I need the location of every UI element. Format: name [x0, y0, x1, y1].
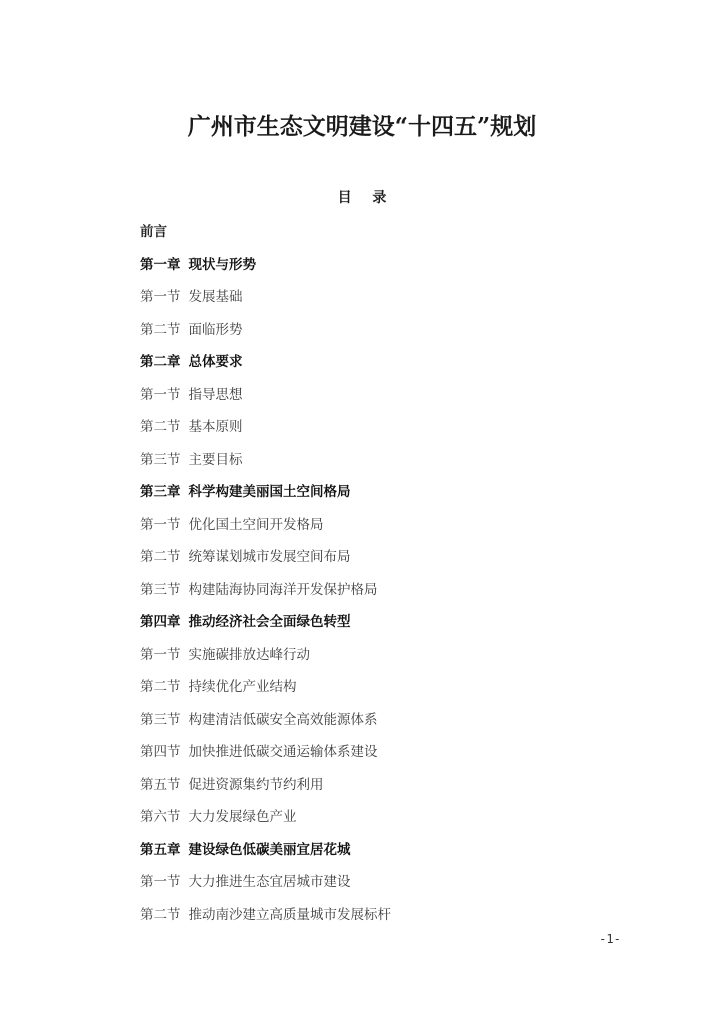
- toc-entry-text: 实施碳排放达峰行动: [188, 646, 310, 663]
- toc-entry-chapter: [140, 249, 620, 282]
- toc-entry-text: 总体要求: [188, 354, 243, 370]
- toc-heading: 目 录: [337, 190, 395, 206]
- toc-entry-section: [140, 769, 620, 802]
- toc-entry-text: 加快推进低碳交通运输体系建设: [188, 744, 378, 760]
- toc-entry-text: 基本原则: [188, 419, 243, 435]
- toc-entry-label: 第五节: [140, 776, 181, 793]
- toc-entry-text: 构建陆海协同海洋开发保护格局: [188, 581, 378, 598]
- toc-entry-section: [140, 509, 620, 542]
- toc-entry-text: 发展基础: [188, 289, 243, 305]
- toc-entry-preface: [140, 216, 620, 249]
- toc-entry-text: 促进资源集约节约利用: [188, 776, 324, 793]
- toc-entry-label: 第三节: [140, 711, 181, 728]
- toc-entry-section: [140, 801, 620, 834]
- toc-entry-text: 指导思想: [188, 386, 243, 403]
- toc-entry-chapter: [140, 346, 620, 379]
- toc-entry-section: [140, 281, 620, 314]
- table-of-contents: [140, 216, 620, 931]
- toc-entry-label: 第一节: [140, 874, 181, 890]
- page-number: -1-: [599, 932, 621, 946]
- toc-entry-section: [140, 671, 620, 704]
- toc-entry-label: 第二章: [140, 354, 181, 370]
- toc-entry-section: [140, 541, 620, 574]
- toc-entry-text: 大力推进生态宜居城市建设: [188, 874, 351, 890]
- toc-entry-section: [140, 314, 620, 347]
- toc-entry-text: 推动南沙建立高质量城市发展标杆: [188, 906, 391, 923]
- toc-entry-section: [140, 639, 620, 672]
- toc-entry-label: 第三节: [140, 581, 181, 598]
- toc-entry-text: 主要目标: [188, 451, 243, 468]
- toc-entry-chapter: [140, 834, 620, 867]
- toc-entry-label: 第一节: [140, 386, 181, 403]
- toc-entry-text: 持续优化产业结构: [188, 679, 297, 695]
- toc-entry-label: 第二节: [140, 321, 181, 338]
- toc-entry-chapter: [140, 476, 620, 509]
- toc-entry-section: [140, 379, 620, 412]
- document-title: 广州市生态文明建设“十四五”规划: [187, 113, 537, 140]
- toc-entry-label: 第二节: [140, 906, 181, 923]
- toc-entry-text: 构建清洁低碳安全高效能源体系: [188, 711, 378, 728]
- toc-entry-section: [140, 704, 620, 737]
- toc-entry-section: [140, 899, 620, 932]
- toc-entry-label: 第二节: [140, 419, 181, 435]
- toc-entry-label: 第一节: [140, 516, 181, 533]
- toc-entry-label: 第一章: [140, 256, 181, 273]
- toc-entry-label: 第五章: [140, 841, 181, 858]
- toc-entry-label: 第四章: [140, 614, 181, 630]
- toc-entry-label: 第四节: [140, 744, 181, 760]
- toc-entry-text: 面临形势: [188, 321, 243, 338]
- toc-entry-section: [140, 574, 620, 607]
- toc-entry-text: 推动经济社会全面绿色转型: [188, 614, 351, 630]
- toc-entry-label: 第六节: [140, 809, 181, 825]
- toc-entry-label: 第二节: [140, 549, 181, 565]
- toc-entry-section: [140, 444, 620, 477]
- toc-entry-text: 现状与形势: [188, 256, 256, 273]
- toc-entry-text: 前言: [140, 224, 167, 240]
- toc-entry-label: 第三章: [140, 484, 181, 500]
- toc-entry-text: 建设绿色低碳美丽宜居花城: [188, 841, 351, 858]
- toc-entry-text: 科学构建美丽国土空间格局: [188, 484, 351, 500]
- toc-entry-chapter: [140, 606, 620, 639]
- toc-entry-text: 统筹谋划城市发展空间布局: [188, 549, 351, 565]
- toc-entry-section: [140, 866, 620, 899]
- toc-entry-label: 第三节: [140, 451, 181, 468]
- toc-entry-section: [140, 411, 620, 444]
- toc-entry-label: 第一节: [140, 289, 181, 305]
- toc-entry-text: 大力发展绿色产业: [188, 809, 297, 825]
- toc-entry-label: 第二节: [140, 679, 181, 695]
- toc-entry-label: 第一节: [140, 646, 181, 663]
- toc-entry-section: [140, 736, 620, 769]
- toc-entry-text: 优化国土空间开发格局: [188, 516, 324, 533]
